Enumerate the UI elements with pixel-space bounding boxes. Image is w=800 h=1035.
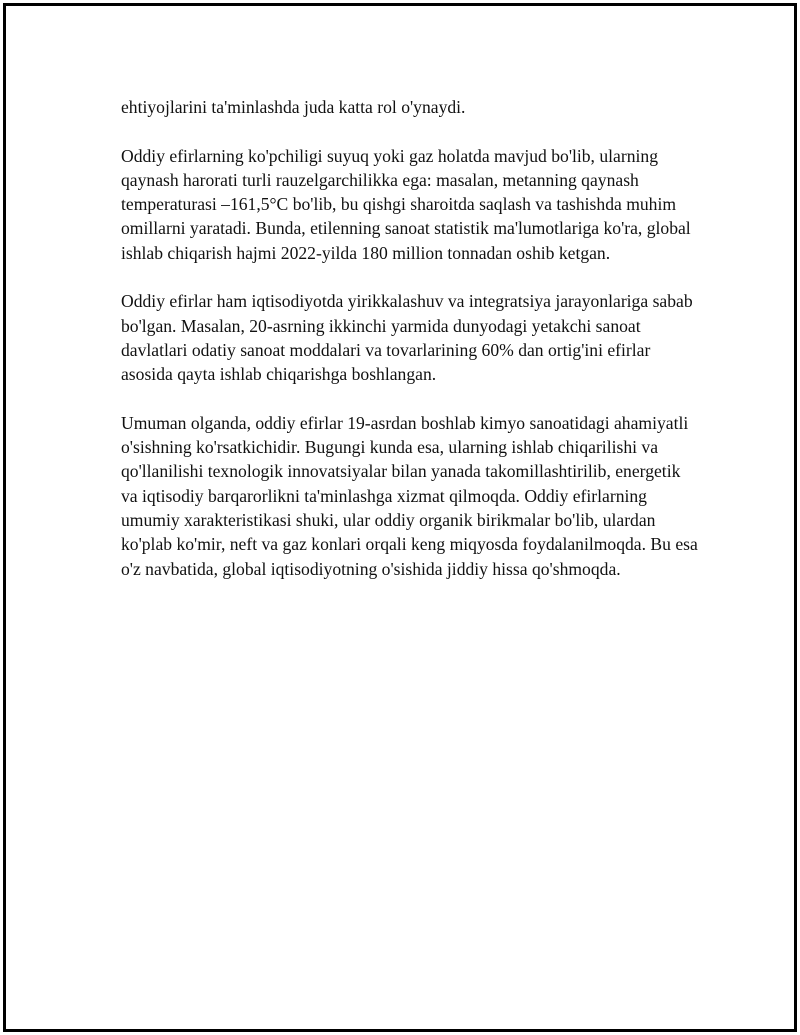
paragraph-1: ehtiyojlarini ta'minlashda juda katta rol o'ynaydi. <box>121 97 466 117</box>
document-body <box>121 95 701 605</box>
paragraph-3: Oddiy efirlar ham iqtisodiyotda yirikkalashuv va integratsiya jarayonlariga sabab bo'lgan. Masalan, 20-asrning ikkinchi yarmida dunyodagi yetakchi sanoat davlatlari odatiy sanoat moddalari va tovarlarining 60% dan ortig'ini efirlar asosida qayta ishlab chiqarishga boshlangan. <box>121 291 693 385</box>
page-frame <box>3 3 797 1032</box>
paragraph-4: Umuman olganda, oddiy efirlar 19-asrdan boshlab kimyo sanoatidagi ahamiyatli o'sishning ko'rsatkichidir. Bugungi kunda esa, ularning ishlab chiqarilishi va qo'llanilishi texnologik innovatsiyalar bilan yanada takomillashtirilib, energetik va iqtisodiy barqarorlikni ta'minlashga xizmat qilmoqda. Oddiy efirlarning umumiy xarakteristikasi shuki, ular oddiy organik birikmalar bo'lib, ulardan ko'plab ko'mir, neft va gaz konlari orqali keng miqyosda foydalanilmoqda. Bu esa o'z navbatida, global iqtisodiyotning o'sishida jiddiy hissa qo'shmoqda. <box>121 412 698 579</box>
paragraph-2: Oddiy efirlarning ko'pchiligi suyuq yoki gaz holatda mavjud bo'lib, ularning qaynash harorati turli rauzelgarchilikka ega: masalan, metanning qaynash temperaturasi –161,5°C bo'lib, bu qishgi sharoitda saqlash va tashishda muhim omillarni yaratadi. Bunda, etilenning sanoat statistik ma'lumotlariga ko'ra, global ishlab chiqarish hajmi 2022-yilda 180 million tonnadan oshib ketgan. <box>121 145 691 263</box>
